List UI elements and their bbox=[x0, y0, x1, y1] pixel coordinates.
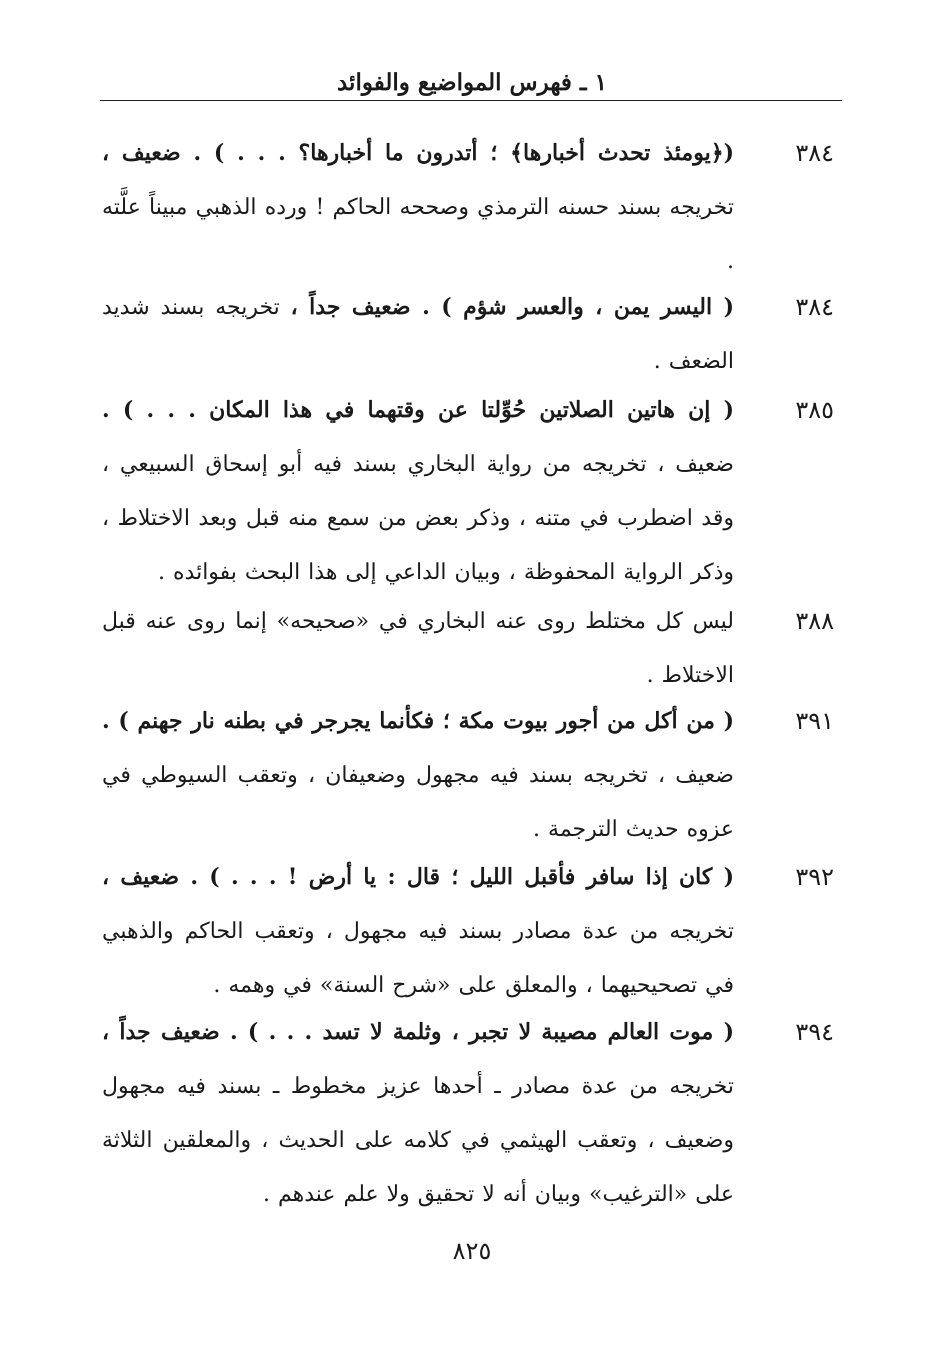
index-entry bbox=[100, 1005, 844, 1221]
entry-page-number: ٣٨٨ bbox=[795, 607, 834, 635]
entry-hadith-title: ( إن هاتين الصلاتين حُوِّلتا عن وقتهما في هذا المكان . . . ) . bbox=[102, 397, 734, 423]
entry-text bbox=[102, 280, 734, 389]
entry-page-number: ٣٩٤ bbox=[795, 1018, 834, 1046]
index-entry bbox=[100, 850, 844, 1012]
entry-text bbox=[102, 694, 734, 857]
entry-description: تخريجه بسند شديد الضعف . bbox=[102, 295, 734, 374]
entry-text bbox=[102, 1005, 734, 1222]
index-entry bbox=[100, 694, 844, 856]
entry-description: ضعيف ، تخريجه بسند فيه مجهول وضعيفان ، وتعقب السيوطي في عزوه حديث الترجمة . bbox=[102, 763, 734, 842]
entry-description: تخريجه من عدة مصادر بسند فيه مجهول ، وتعقب الحاكم والذهبي في تصحيحيهما ، والمعلق على «شرح السنة» في وهمه . bbox=[102, 919, 734, 998]
entry-hadith-title: ( موت العالم مصيبة لا تجبر ، وثلمة لا تسد . . . ) . ضعيف جداً ، bbox=[102, 1019, 734, 1045]
header-rule bbox=[100, 100, 842, 101]
index-entry bbox=[100, 383, 844, 599]
entry-text bbox=[102, 126, 734, 289]
entry-hadith-title: (﴿يومئذ تحدث أخبارها﴾ ؛ أتدرون ما أخبارها؟ . . . ) . ضعيف ، bbox=[102, 140, 734, 166]
entry-page-number: ٣٨٥ bbox=[795, 396, 834, 424]
page-header-title: ١ ـ فهرس المواضيع والفوائد bbox=[336, 69, 608, 96]
entry-text bbox=[102, 850, 734, 1013]
entry-description: ضعيف ، تخريجه من رواية البخاري بسند فيه أبو إسحاق السبيعي ، وقد اضطرب في متنه ، وذكر بعض من سمع منه قبل وبعد الاختلاط ، وذكر الرواية المحفوظة ، وبيان الداعي إلى هذا البحث بفوائده . bbox=[102, 452, 734, 585]
index-entry bbox=[100, 280, 844, 388]
entry-hadith-title: ( كان إذا سافر فأقبل الليل ؛ قال : يا أرض ! . . . ) . ضعيف ، bbox=[102, 864, 734, 890]
entry-description: تخريجه من عدة مصادر ـ أحدها عزيز مخطوط ـ بسند فيه مجهول وضعيف ، وتعقب الهيثمي في كلامه على الحديث ، والمعلقين الثلاثة على «الترغيب» وبيان أنه لا تحقيق ولا علم عندهم . bbox=[102, 1074, 734, 1207]
entry-hadith-title: ( من أكل من أجور بيوت مكة ؛ فكأنما يجرجر في بطنه نار جهنم ) . bbox=[102, 708, 734, 734]
index-entry bbox=[100, 126, 844, 288]
entry-description: تخريجه بسند حسنه الترمذي وصححه الحاكم ! ورده الذهبي مبيناً علَّته . bbox=[102, 195, 734, 274]
entry-hadith-title: ( اليسر يمن ، والعسر شؤم ) . ضعيف جداً ، bbox=[290, 294, 734, 320]
entry-text bbox=[102, 383, 734, 600]
entry-page-number: ٣٨٤ bbox=[795, 139, 834, 167]
entry-text bbox=[102, 594, 734, 703]
entry-description: ليس كل مختلط روى عنه البخاري في «صحيحه» إنما روى عنه قبل الاختلاط . bbox=[102, 609, 734, 688]
entry-page-number: ٣٩٢ bbox=[795, 863, 834, 891]
index-entry bbox=[100, 594, 844, 702]
entry-page-number: ٣٨٤ bbox=[795, 293, 834, 321]
page-number: ٨٢٥ bbox=[452, 1237, 492, 1265]
entry-page-number: ٣٩١ bbox=[795, 707, 834, 735]
